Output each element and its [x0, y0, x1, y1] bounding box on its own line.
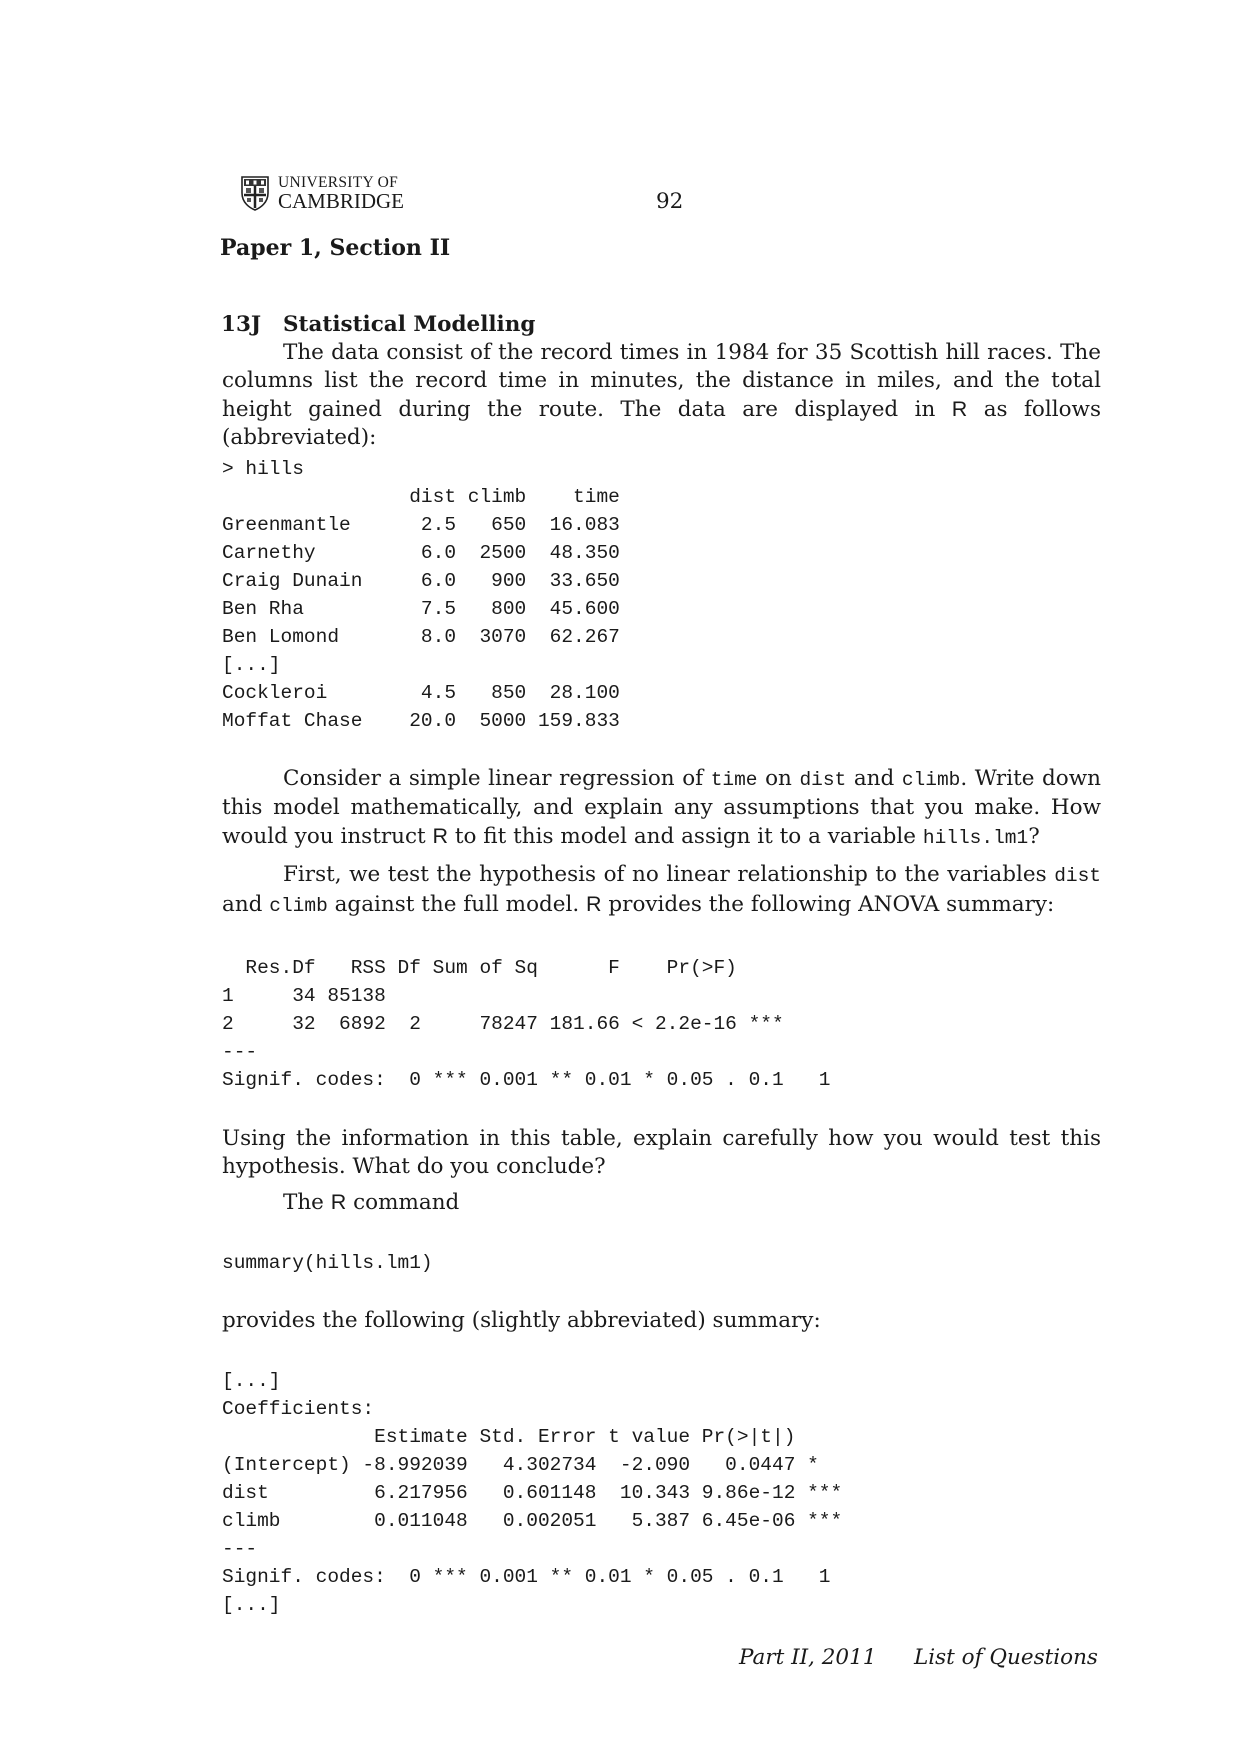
- page-number: 92: [656, 189, 684, 214]
- footer-list: List of Questions: [914, 1645, 1098, 1670]
- university-name-line2: CAMBRIDGE: [278, 189, 405, 213]
- text: ?: [1028, 824, 1040, 849]
- coefficients-output: [...] Coefficients: Estimate Std. Error t value Pr(>|t|) (Intercept) -8.992039 4.302734 -2.090 0.0447 * dist 6.217956 0.601148 10.343 9.86e-12 *** climb 0.011048 0.002051 5.387 6.45e-06 *** --- Signif. codes: 0 *** 0.001 ** 0.01 * 0.05 . 0.1 1 [...]: [222, 1370, 843, 1616]
- paragraph-command: [283, 1190, 459, 1215]
- code-dist: dist: [799, 769, 847, 791]
- text: . Write down this model mathematically, and explain any assumptions that you make. How would you instruct: [222, 766, 1101, 849]
- text: to fit this model and assign it to a variable: [448, 824, 923, 849]
- hills-output: > hills dist climb time Greenmantle 2.5 650 16.083 Carnethy 6.0 2500 48.350 Craig Dunain 6.0 900 33.650 Ben Rha 7.5 800 45.600 Ben Lomond 8.0 3070 62.267 [...] Cockleroi 4.5 850 28.100 Moffat Chase 20.0 5000 159.833: [222, 458, 620, 732]
- intro-paragraph: [222, 339, 1101, 452]
- paragraph-regression: [222, 765, 1101, 852]
- question-number: 13J: [221, 312, 262, 337]
- code-time: time: [710, 769, 758, 791]
- anova-output: Res.Df RSS Df Sum of Sq F Pr(>F) 1 34 85138 2 32 6892 2 78247 181.66 < 2.2e-16 *** --- Signif. codes: 0 *** 0.001 ** 0.01 * 0.05 . 0.1 1: [222, 957, 831, 1091]
- r-name: R: [432, 824, 449, 848]
- text: against the full model.: [327, 892, 587, 917]
- intro-text: The data consist of the record times in 1984 for 35 Scottish hill races. The columns list the record time in minutes, the distance in miles, and the total height gained during the route. The data are displayed in: [222, 340, 1101, 422]
- section-heading: Paper 1, Section II: [220, 235, 451, 261]
- text: The: [283, 1190, 331, 1215]
- text: Consider a simple linear regression of: [283, 766, 711, 791]
- cambridge-crest-icon: [240, 175, 270, 211]
- text: provides the following ANOVA summary:: [601, 892, 1055, 917]
- text: First, we test the hypothesis of no linear relationship to the variables: [283, 862, 1055, 887]
- code-dist: dist: [1054, 865, 1101, 887]
- summary-command: summary(hills.lm1): [222, 1252, 433, 1274]
- text: command: [346, 1190, 460, 1215]
- paragraph-summary: provides the following (slightly abbreviated) summary:: [222, 1308, 821, 1333]
- code-var: hills.lm1: [922, 827, 1029, 849]
- question-title: Statistical Modelling: [283, 312, 536, 337]
- text: on: [757, 766, 800, 791]
- code-climb: climb: [901, 769, 961, 791]
- footer-part: Part II, 2011: [739, 1645, 877, 1670]
- text: and: [222, 892, 270, 917]
- r-name: R: [586, 892, 602, 916]
- university-name-line1: UNIVERSITY OF: [278, 174, 399, 191]
- text: and: [846, 766, 902, 791]
- code-climb: climb: [269, 895, 328, 917]
- r-name: R: [330, 1190, 347, 1214]
- paragraph-hypothesis: [222, 861, 1101, 920]
- intro-text-end: as follows (abbreviated):: [222, 397, 1101, 450]
- paragraph-test: Using the information in this table, explain carefully how you would test this hypothesis. What do you conclude?: [222, 1126, 1101, 1179]
- university-logo: [240, 173, 420, 213]
- r-name: R: [951, 397, 968, 421]
